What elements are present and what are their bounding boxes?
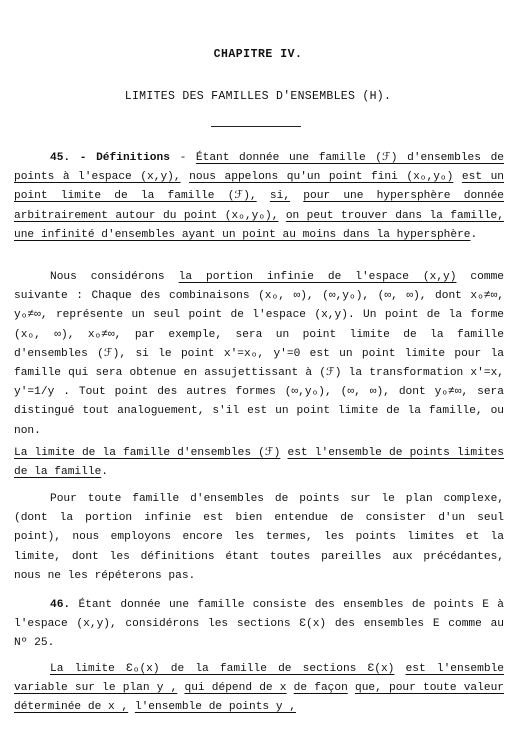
paragraph-text: de façon <box>293 682 348 695</box>
paragraph-complex-plane: Pour toute famille d'ensembles de points sur le plan complexe, (dont la portion infinie est bien entendue de consister d'un seul point), nous employons encore les termes, les points limites et la limite, dont les définitions étant toutes pareilles aux précédantes, nous ne les répéterons pas. <box>14 493 504 582</box>
paragraph-text: que, pour toute valeur déterminée de x , <box>14 682 504 714</box>
chapter-subtitle: LIMITES DES FAMILLES D'ENSEMBLES (H). <box>124 90 392 103</box>
section-number: 45. <box>50 152 71 164</box>
paragraph-text: l'ensemble de points y , <box>134 701 296 714</box>
paragraph-text: Étant donnée une famille consiste des ensembles de points E à l'espace (x,y), considérons les sections Ɛ(x) des ensembles E comme au Nº 25. <box>14 599 505 650</box>
paragraph-text: comme suivante : Chaque des combinaisons (xₒ, ∞), (∞,yₒ), (∞, ∞), dont xₒ≠∞, yₒ≠∞, représente un seul point de l'espace (x,y). Un point de la forme (xₒ, ∞), xₒ≠∞, par exemple, sera un point limite de la famille d'ensembles (ℱ), si le point x'=xₒ, y'=0 est un point limite pour la famille qui sera obtenue en assujettissant à (ℱ) la transformation x'=x, y'=1/y . Tout point des autres formes (∞,yₒ), (∞, ∞), dont yₒ≠∞, sera distingué tout analoguement, s'il est un point limite de la famille, ou non. <box>14 271 504 437</box>
paragraph-text: la portion infinie de l'espace (x,y) <box>178 271 457 283</box>
paragraph-text: est l'ensemble variable sur le plan y , <box>14 663 504 695</box>
paragraph-infinite-portion <box>14 268 504 441</box>
definition-text: si, <box>269 190 291 203</box>
paragraph-text: La limite Ɛₒ(x) de la famille de sections Ɛ(x) <box>50 663 395 675</box>
section-heading: Définitions <box>96 152 170 164</box>
chapter-title: CHAPITRE IV. <box>213 48 303 61</box>
period: . <box>101 466 108 479</box>
paragraph-text: La limite de la famille d'ensembles (ℱ) <box>14 447 281 459</box>
section-45-definitions <box>14 149 504 245</box>
definition-text: est un point limite de la famille (ℱ), <box>14 171 505 203</box>
paragraph-text: qui dépend de x <box>184 682 287 695</box>
paragraph-limit-definition <box>14 444 504 482</box>
divider-rule <box>211 126 301 127</box>
dash: - <box>179 152 187 164</box>
period: . <box>470 228 478 241</box>
section-number: 46. <box>50 599 71 611</box>
paragraph-section-limit <box>14 660 504 718</box>
definition-text: une infinité d'ensembles ayant un point au moins dans la hypersphère <box>14 228 471 241</box>
definition-text: nous appelons qu'un point fini (xₒ,yₒ) <box>189 171 454 184</box>
paragraph-text: Nous considérons <box>50 271 165 283</box>
definition-text: pour une hypersphère donnée arbitrairement autour du point (xₒ,yₒ), <box>14 190 505 222</box>
definition-text: Étant donnée une famille (ℱ) d'ensembles de points à l'espace (x,y), <box>14 152 504 184</box>
section-46 <box>14 596 504 654</box>
dash: - <box>79 152 87 164</box>
paragraph-text: est l'ensemble de points limites de la famille <box>14 447 504 479</box>
definition-text: on peut trouver dans la famille, <box>285 209 504 222</box>
